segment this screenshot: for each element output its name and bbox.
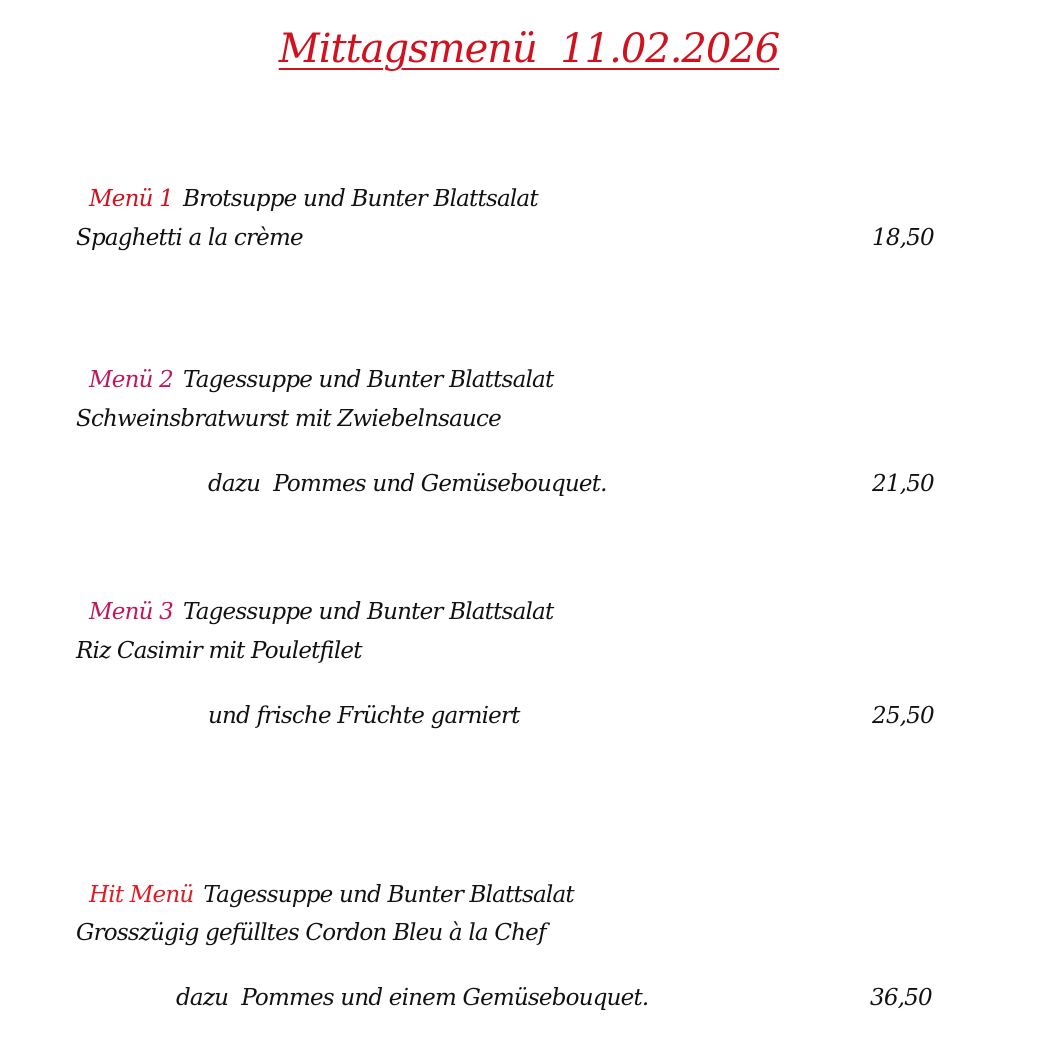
hit-menu-price: 36,50 (870, 985, 932, 1011)
menu-1-main: Spaghetti a la crème (76, 225, 303, 251)
menu-3-label: Menü 3 (89, 599, 173, 625)
menu-3-side: und frische Früchte garniert (208, 703, 520, 729)
menu-3-main: Riz Casimir mit Pouletfilet (76, 638, 362, 664)
menu-3-price: 25,50 (872, 703, 934, 729)
page-title: Mittagsmenü 11.02.2026 (278, 26, 780, 72)
menu-2-price: 21,50 (872, 471, 934, 497)
menu-3-starter: Tagessuppe und Bunter Blattsalat (182, 599, 554, 625)
menu-2-side: dazu Pommes und Gemüsebouquet. (208, 471, 607, 497)
menu-1-starter: Brotsuppe und Bunter Blattsalat (182, 186, 538, 212)
hit-menu-starter: Tagessuppe und Bunter Blattsalat (203, 882, 574, 908)
hit-menu-label: Hit Menü (89, 882, 194, 908)
menu-3-header (76, 573, 553, 625)
menu-1-label: Menü 1 (89, 186, 173, 212)
hit-menu-main: Grosszügig gefülltes Cordon Bleu à la Chef (76, 920, 546, 946)
menu-1-price: 18,50 (872, 225, 934, 251)
hit-menu-side: dazu Pommes und einem Gemüsebouquet. (176, 985, 649, 1011)
menu-2-header (76, 341, 553, 393)
menu-2-label: Menü 2 (89, 367, 173, 393)
hit-menu-header (76, 856, 574, 908)
menu-2-starter: Tagessuppe und Bunter Blattsalat (182, 367, 554, 393)
menu-1-header (76, 160, 538, 212)
menu-2-main: Schweinsbratwurst mit Zwiebelnsauce (76, 406, 501, 432)
